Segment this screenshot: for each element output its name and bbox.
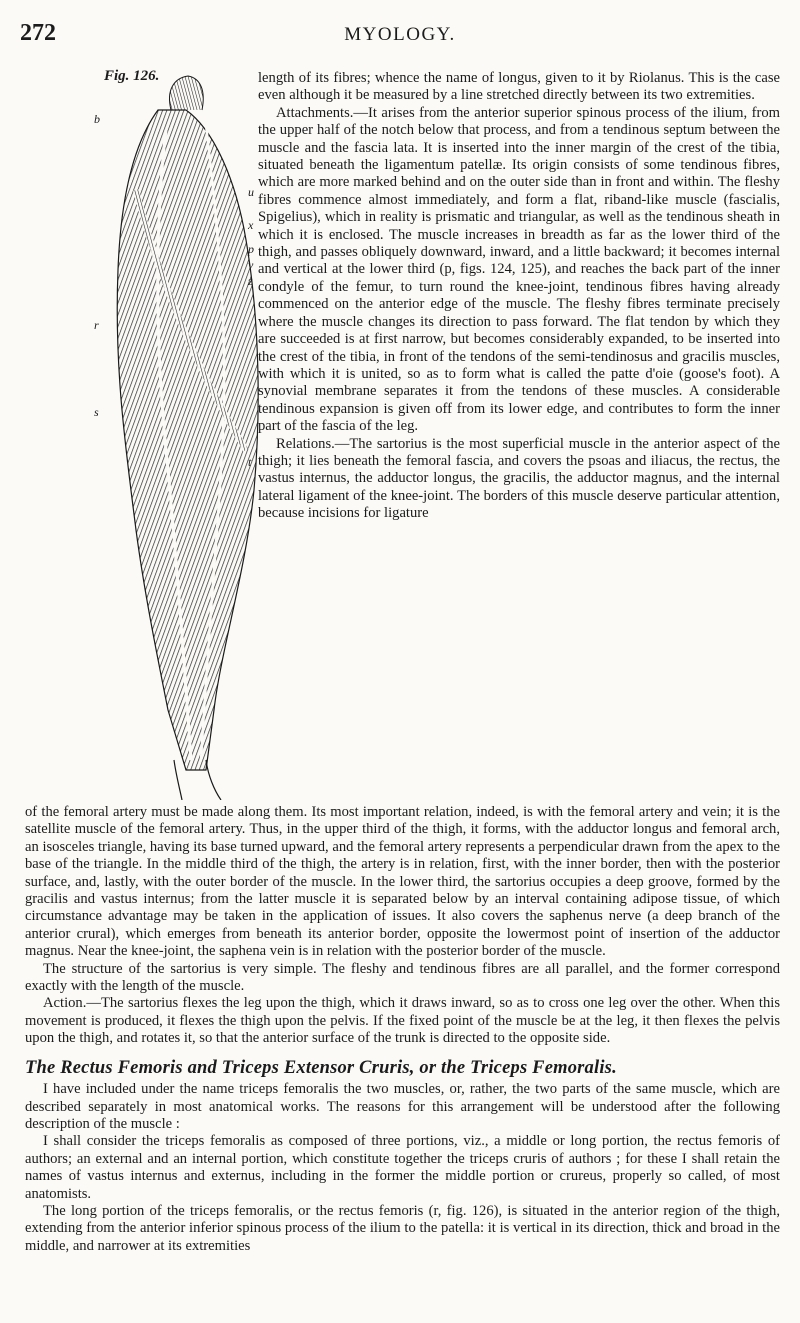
- figure-marker: s: [94, 405, 99, 419]
- section-heading: The Rectus Femoris and Triceps Extensor Cruris, or the Triceps Femoralis.: [25, 1057, 617, 1078]
- full-width-text: [25, 804, 780, 1255]
- paragraph: I shall consider the triceps femoralis as composed of three portions, viz., a middle or long portion, the rectus femoris of authors; an external and an internal portion, which constitute together the triceps cruris of authors ; for these I shall retain the names of vastus internus and externus, including in the former the middle portion or crureus, properly so called, of most anatomists.: [25, 1133, 780, 1202]
- paragraph: Action.—The sartorius flexes the leg upon the thigh, which it draws inward, so as to cross one leg over the other. When this movement is produced, it flexes the thigh upon the pelvis. If the fixed point of the muscle be at the leg, it then flexes the pelvis upon the thigh, and rotates it, so that the anterior surface of the trunk is directed to the opposite side.: [25, 995, 780, 1047]
- figure-marker: t: [248, 455, 252, 469]
- figure-marker: z: [248, 274, 253, 288]
- paragraph: length of its fibres; whence the name of longus, given to it by Riolanus. This is the case even although it be measured by a line stretched directly between its two extremities.: [258, 70, 780, 104]
- paragraph: of the femoral artery must be made along them. Its most important relation, indeed, is with the femoral artery and vein; it is the satellite muscle of the femoral artery. Thus, in the upper third of the thigh, it forms, with the adductor longus and femoral arch, an isosceles triangle, having its base turned upward, and the femoral artery represents a perpendicular drawn from the apex to the base of the triangle. In the middle third of the thigh, the artery is in relation, first, with the inner border, then with the posterior surface, and, lastly, with the outer border of the muscle. In the lower third, the sartorius occupies a deep groove, formed by the gracilis and vastus internus; from the latter muscle it is separated below by an interval containing adipose tissue, of which circumstance advantage may be taken in the application of issues. It also covers the saphenus nerve (a deep branch of the anterior crural), which emerges from beneath its anterior border, opposite the lowermost point of insertion of the adductor magnus. Near the knee-joint, the saphena vein is in relation with the posterior border of the muscle.: [25, 804, 780, 960]
- muscle-illustration: [96, 70, 266, 800]
- running-head: [18, 20, 782, 50]
- column-text: [258, 70, 780, 523]
- paragraph: I have included under the name triceps femoralis the two muscles, or, rather, the two parts of the same muscle, which are described separately in most anatomical works. The reasons for this arrangement will be understood after the following description of the muscle :: [25, 1081, 780, 1132]
- section-title: MYOLOGY.: [344, 24, 456, 45]
- figure-marker: v: [248, 258, 254, 272]
- paragraph: Relations.—The sartorius is the most superficial muscle in the anterior aspect of the thigh; it lies beneath the femoral fascia, and covers the psoas and iliacus, the rectus, the vastus internus, the adductor longus, the gracilis, the adductor magnus, and the internal lateral ligament of the knee-joint. The borders of this muscle deserve particular attention, because incisions for ligature: [258, 435, 780, 522]
- page-number: 272: [20, 20, 56, 46]
- thigh-muscle-engraving: [96, 70, 266, 800]
- figure-marker: x: [248, 218, 254, 232]
- figure-marker: p: [248, 242, 254, 256]
- paragraph: The structure of the sartorius is very simple. The fleshy and tendinous fibres are all parallel, and the former correspond exactly with the length of the muscle.: [25, 960, 780, 995]
- figure-label: Fig. 126.: [104, 68, 160, 84]
- paragraph: The long portion of the triceps femoralis, or the rectus femoris (r, fig. 126), is situated in the anterior region of the thigh, extending from the anterior inferior spinous process of the ilium to the patella: it is vertical in its direction, thick and broad in the middle, and narrower at its extremities: [25, 1202, 780, 1254]
- figure-marker: b: [94, 112, 100, 126]
- figure-marker: r: [94, 318, 99, 332]
- paragraph: Attachments.—It arises from the anterior superior spinous process of the ilium, from the upper half of the notch below that process, and from a tendinous septum between the muscle and the fascia lata. It is inserted into the inner margin of the crest of the tibia, situated beneath the ligamentum patellæ. Its origin consists of some tendinous fibres, which are more marked behind and on the outer side than in front and within. The fleshy fibres commence almost immediately, and form a flat, riband-like muscle (fascialis, Spigelius), which in reality is prismatic and triangular, as well as the tendinous sheath in which it is enclosed. The muscle increases in breadth as far as the lower third of the thigh, and passes obliquely downward, inward, and a little backward; it becomes internal and vertical at the lower third (p, figs. 124, 125), and reaches the back part of the inner condyle of the femur, to turn round the knee-joint, tendinous fibres having already commenced on the anterior edge of the muscle. The fleshy fibres terminate precisely where the muscle changes its direction to pass forward. The flat tendon by which they are succeeded is at first narrow, but becomes considerably expanded, to be inserted into the crest of the tibia, in front of the tendons of the semi-tendinosus and gracilis muscles, with which it is united, so as to form what is called the patte d'oie (goose's foot). A synovial membrane separates it from the tendons of these muscles. A considerable tendinous expansion is given off from its lower edge, and contributes to form the inner part of the fascia of the leg.: [258, 104, 780, 435]
- figure-marker: u: [248, 185, 254, 199]
